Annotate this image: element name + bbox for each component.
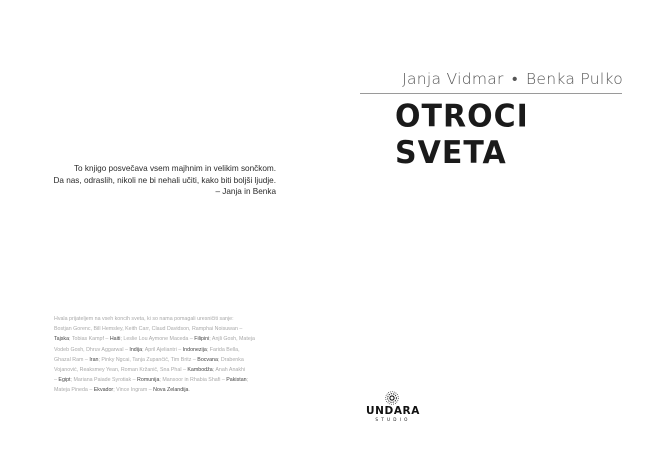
acknowledgement-text: Bostjan Gorenc, Bill Hemsley, Keith Carr, Claud Davidson, Ramphai Noisuwan – bbox=[54, 326, 243, 333]
acknowledgement-text: ; Pinky Ngcai, Tanja Zupančič, Tim Britz – bbox=[98, 356, 198, 363]
acknowledgement-line bbox=[54, 385, 278, 395]
acknowledgement-text: ; Mansoor in Rhabia Shafi – bbox=[159, 377, 227, 384]
author-separator: • bbox=[511, 70, 518, 88]
authors-line bbox=[343, 70, 623, 89]
country-name: Pakistan bbox=[226, 377, 247, 384]
publisher-subtitle: STUDIO bbox=[375, 417, 411, 422]
dedication-signature: – Janja in Benka bbox=[215, 187, 276, 197]
acknowledgement-text: ; Farida Bella, bbox=[206, 346, 240, 353]
book-title: OTROCI SVETA bbox=[395, 98, 529, 172]
dedication bbox=[30, 163, 276, 198]
country-name: Bocvana bbox=[197, 356, 218, 363]
country-name: Haiti bbox=[109, 336, 121, 343]
author-name: Janja Vidmar bbox=[402, 70, 504, 88]
publisher-name: UNDARA bbox=[366, 405, 420, 417]
title-divider bbox=[360, 93, 622, 94]
acknowledgement-text: Ghazal Ram – bbox=[54, 356, 90, 363]
dedication-line: To knjigo posvečava vsem majhnim in velikim sončkom. bbox=[73, 164, 276, 173]
publisher-logo bbox=[366, 391, 418, 422]
acknowledgement-line bbox=[54, 345, 278, 355]
acknowledgement-text: ; Anah Anakhi bbox=[212, 366, 246, 373]
acknowledgement-line bbox=[54, 365, 278, 375]
acknowledgement-line bbox=[54, 314, 278, 324]
acknowledgement-text: Mateja Pineda – bbox=[54, 387, 94, 394]
acknowledgements bbox=[54, 314, 278, 396]
country-name: Romunija bbox=[137, 377, 160, 384]
country-name: Filipini bbox=[194, 336, 210, 343]
acknowledgement-text: Vodeb Gosh, Dhruv Aggarwal – bbox=[54, 346, 130, 353]
acknowledgement-line bbox=[54, 355, 278, 365]
acknowledgement-text: ; Tobias Kampf – bbox=[69, 336, 110, 343]
acknowledgement-line bbox=[54, 334, 278, 344]
acknowledgement-text: ; April Ajeliantri – bbox=[142, 346, 183, 353]
country-name: Tajska bbox=[54, 336, 70, 343]
country-name: Iran bbox=[89, 356, 99, 363]
country-name: Egipt bbox=[58, 377, 71, 384]
acknowledgement-text: ; Drabenka bbox=[217, 356, 244, 363]
acknowledgement-text: – bbox=[54, 377, 59, 384]
acknowledgement-text: ; Mariana Paiade Syrotiak – bbox=[70, 377, 138, 384]
country-name: Ekvador bbox=[93, 387, 114, 394]
dedication-line: Da nas, odraslih, nikoli ne bi nehali učiti, kako biti boljši ljudje. bbox=[53, 175, 276, 185]
acknowledgement-line bbox=[54, 375, 278, 385]
acknowledgement-text: Vojanović, Reaksmey Yean, Roman Kržanič, Sna Phal – bbox=[54, 366, 188, 373]
acknowledgement-text: ; Leslie Lou Aymone Maceda – bbox=[120, 336, 195, 343]
country-name: Nova Zelandija bbox=[153, 387, 189, 394]
country-name: Kambodža bbox=[187, 366, 213, 373]
acknowledgement-line bbox=[54, 324, 278, 334]
sun-spiral-icon bbox=[385, 391, 399, 405]
acknowledgement-text: ; Vince Ingram – bbox=[113, 387, 154, 394]
author-name: Benka Pulko bbox=[525, 70, 623, 88]
acknowledgement-text: ; Anjli Gosh, Mateja bbox=[209, 336, 255, 343]
country-name: Indija bbox=[129, 346, 143, 353]
country-name: Indonezija bbox=[182, 346, 207, 353]
acknowledgement-text: Hvala prijateljem na vseh koncih sveta, ki so nama pomagali uresničiti sanje: bbox=[54, 316, 234, 322]
acknowledgement-text: . bbox=[188, 387, 190, 394]
acknowledgement-text: ; bbox=[246, 377, 249, 384]
